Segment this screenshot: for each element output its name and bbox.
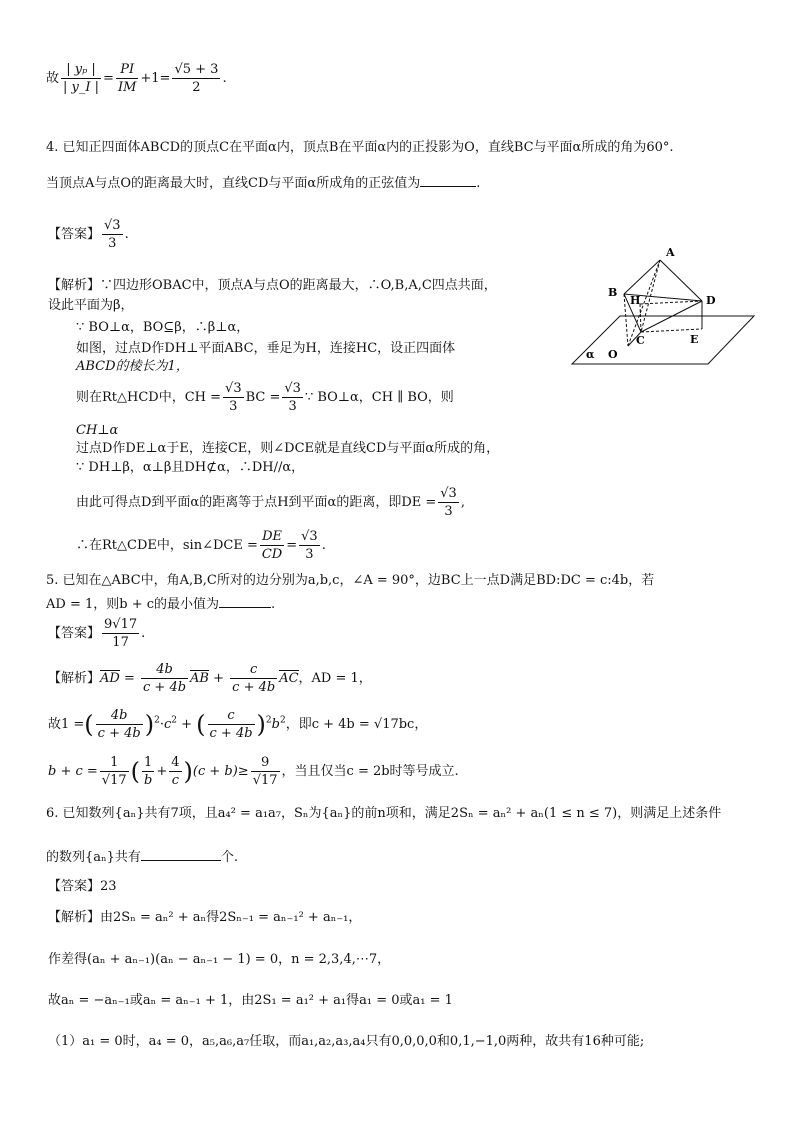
q4-sol-l2: 设此平面为β，: [48, 298, 134, 313]
q4-text2: 当顶点A与点O的距离最大时，直线CD与平面α所成角的正弦值为: [46, 176, 421, 191]
plane-alpha: [572, 316, 754, 364]
q6-line2: 的数列{aₙ}共有 个.: [46, 850, 239, 865]
frac-sqrt3-c: $\frac{√3}{3}$: [440, 486, 457, 519]
q5-answer: 【答案】 $\frac{9√17}{17}$ .: [48, 617, 146, 650]
q6-answer: 【答案】23: [48, 879, 117, 894]
label-e: E: [690, 333, 699, 346]
edge-ab: [624, 260, 660, 294]
q4-line2: 当顶点A与点O的距离最大时，直线CD与平面α所成角的正弦值为 .: [46, 176, 481, 191]
frac-pi-im: $\frac{PI}{IM}$: [117, 62, 137, 95]
q4-sol-l6: 则在Rt△HCD中，CH = $\frac{√3}{3}$ BC = $\frac{√3}{3}$ ∵ BO⊥α，CH ∥ BO，则: [76, 381, 454, 414]
q6-line1: 6. 已知数列{aₙ}共有7项，且a₄² = a₁a₇，Sₙ为{aₙ}的前n项和，满足2Sₙ = aₙ² + aₙ(1 ≤ n ≤ 7)，则满足上述条件: [46, 806, 722, 821]
q5-line1: 5. 已知在△ABC中，角A,B,C所对的边分别为a,b,c，∠A = 90°，边BC上一点D满足BD:DC = c:4b，若: [46, 573, 655, 588]
label-h: H: [630, 294, 641, 307]
q5-number: 5.: [46, 573, 59, 588]
frac-sqrt3-a: $\frac{√3}{3}$: [225, 381, 242, 414]
label-alpha: α: [586, 348, 595, 361]
q4-sol-l5: ABCD的棱长为1，: [76, 359, 189, 374]
q6-answer-value: 23: [100, 879, 117, 894]
ratio-line: 故 $\frac{\text{| yₚ |}}{| y\_I |}$ = $\frac{PI}{IM}$ +1= $\frac{√5 + 3}{2}$ .: [46, 62, 227, 95]
q4-number: 4.: [46, 140, 59, 155]
label-a: A: [666, 246, 675, 259]
q4-answer: 【答案】 $\frac{√3}{3}$ .: [48, 218, 129, 251]
edge-hc: [640, 304, 641, 332]
q4-sol-l10: 由此可得点D到平面α的距离等于点H到平面α的距离，即DE = $\frac{√3}{3}$ ,: [76, 486, 465, 519]
q4-sol-l7: CH⊥α: [76, 423, 119, 438]
q4-sol-l4: 如图，过点D作DH⊥平面ABC，垂足为H，连接HC，设正四面体: [76, 341, 456, 356]
q5-sol-l2: 故1 =( $\frac{4b}{c + 4b}$ )$^2\cdot c^2$ + ( $\frac{c}{c + 4b}$ )$^2b^2$，即c + 4b = √17bc，: [48, 708, 428, 741]
q6-sol-l3: 故aₙ = −aₙ₋₁或aₙ = aₙ₋₁ + 1，由2S₁ = a₁² + a₁得a₁ = 0或a₁ = 1: [48, 993, 453, 1008]
frac-de-cd: $\frac{DE}{CD}$: [261, 529, 283, 562]
q5-blank: [219, 595, 271, 608]
edge-ad: [660, 260, 702, 301]
q4-sol-l11: ∴在Rt△CDE中，sin∠DCE = $\frac{DE}{CD}$ = $\frac{√3}{3}$ .: [76, 529, 326, 562]
label-o: O: [608, 348, 618, 361]
q5-answer-frac: $\frac{9√17}{17}$: [104, 617, 138, 650]
q4-sol-l8: 过点D作DE⊥α于E，连接CE，则∠DCE就是直线CD与平面α所成的角，: [76, 441, 500, 456]
q4-sol-l3: ∵ BO⊥α，BO⊆β，∴β⊥α，: [76, 320, 250, 335]
q6-sol-l1: 【解析】由2Sₙ = aₙ² + aₙ得2Sₙ₋₁ = aₙ₋₁² + aₙ₋₁，: [48, 910, 362, 925]
frac-sqrt3-b: $\frac{√3}{3}$: [284, 381, 301, 414]
label-c: C: [636, 334, 645, 347]
frac-sqrt5: $\frac{√5 + 3}{2}$: [174, 62, 219, 95]
answer-label: 【答案】: [48, 227, 101, 242]
analysis-label: 【解析】: [48, 278, 101, 293]
frac-yp-yi: $\frac{\text{| yₚ |}}{| y\_I |}$: [63, 62, 100, 95]
q4-answer-frac: $\frac{√3}{3}$: [104, 218, 121, 251]
q5-line2: AD = 1，则b + c的最小值为 .: [46, 597, 276, 612]
q5-sol-l1: 【解析】AD = $\frac{4b}{c + 4b}$ AB + $\frac{c}{c + 4b}$ AC，AD = 1，: [48, 662, 372, 695]
q5-sol-l3: b + c = $\frac{1}{√17}$ ( $\frac{1}{b}$ + $\frac{4}{c}$ )(c + b)≥ $\frac{9}{√17}$ ，当且仅当c = 2b时等号成立.: [48, 755, 459, 788]
label-d: D: [706, 294, 716, 307]
q6-number: 6.: [46, 806, 59, 821]
frac-sqrt3-d: $\frac{√3}{3}$: [301, 529, 318, 562]
q4-line1: [46, 141, 674, 154]
gu-label: 故: [46, 71, 60, 86]
tetrahedron-figure: [568, 244, 758, 369]
q4-blank: [420, 174, 476, 187]
q4-text1: 已知正四面体ABCD的顶点C在平面α内，顶点B在平面α内的正投影为O，直线BC与平面α所成的角为60°.: [62, 140, 674, 155]
q4-sol-l1: 【解析】∵四边形OBAC中，顶点A与点O的距离最大，∴O,B,A,C四点共面，: [48, 278, 497, 293]
edge-ce: [641, 329, 702, 332]
q6-sol-l2: 作差得(aₙ + aₙ₋₁)(aₙ − aₙ₋₁ − 1) = 0，n = 2,3,4,⋯7，: [48, 952, 391, 967]
q4-sol-l9: ∵ DH⊥β，α⊥β且DH⊄α，∴DH//α，: [76, 460, 305, 475]
q6-blank: [141, 848, 221, 861]
q6-sol-l4: （1）a₁ = 0时，a₄ = 0，a₅,a₆,a₇任取，而a₁,a₂,a₃,a₄只有0,0,0,0和0,1,−1,0两种，故共有16种可能;: [48, 1034, 645, 1049]
label-b: B: [608, 286, 618, 299]
